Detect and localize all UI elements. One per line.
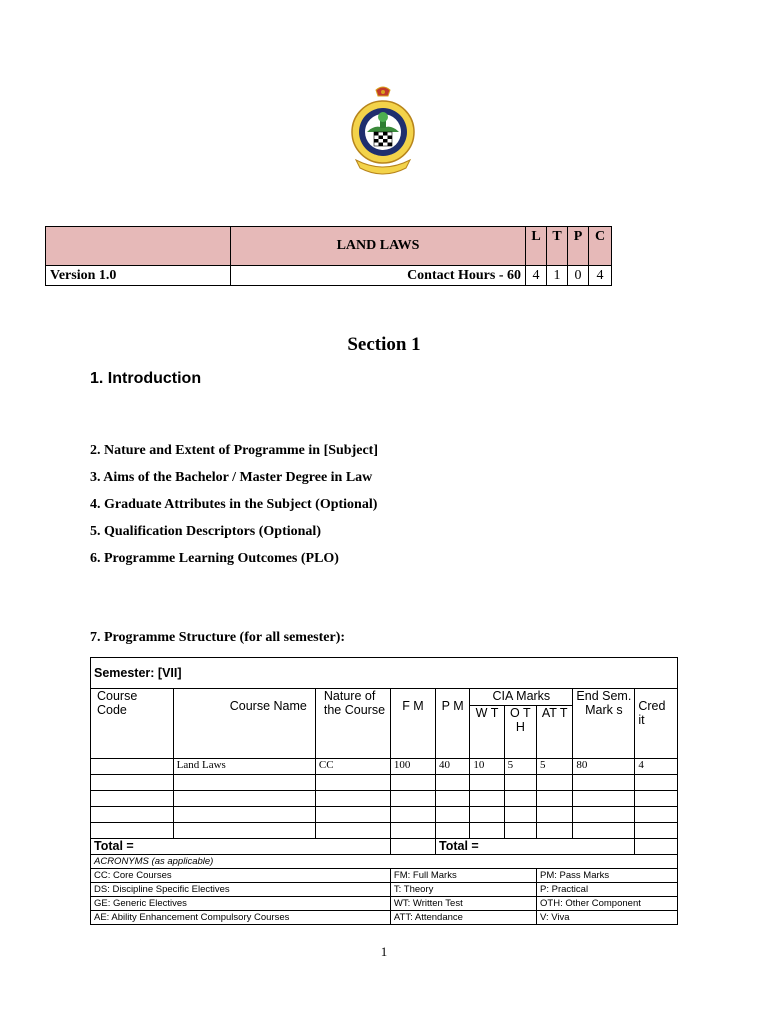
total-left: Total = xyxy=(91,839,391,855)
acronym-cell: AE: Ability Enhancement Compulsory Courses xyxy=(91,911,391,925)
acronyms-title: ACRONYMS (as applicable) xyxy=(91,855,678,869)
acronym-cell: DS: Discipline Specific Electives xyxy=(91,883,391,897)
acronym-cell: FM: Full Marks xyxy=(390,869,536,883)
cell-end: 80 xyxy=(573,759,635,775)
col-pm: P M xyxy=(436,689,470,759)
ltpc-value-l: 4 xyxy=(526,266,547,286)
total-credit-cell xyxy=(635,839,678,855)
programme-structure-table xyxy=(90,657,678,925)
course-header-table xyxy=(45,226,612,286)
table-row xyxy=(91,791,678,807)
course-title: LAND LAWS xyxy=(231,227,526,266)
col-end-sem: End Sem. Mark s xyxy=(573,689,635,759)
acronym-cell: P: Practical xyxy=(537,883,678,897)
col-oth: O T H xyxy=(504,706,536,759)
cell-att: 5 xyxy=(537,759,573,775)
table-row xyxy=(91,759,678,775)
cell-oth: 5 xyxy=(504,759,536,775)
ltpc-label-p: P xyxy=(568,227,589,266)
col-att: AT T xyxy=(537,706,573,759)
acronym-cell: V: Viva xyxy=(537,911,678,925)
list-item: 6. Programme Learning Outcomes (PLO) xyxy=(90,551,339,566)
total-fm-cell xyxy=(390,839,435,855)
ltpc-value-c: 4 xyxy=(589,266,612,286)
acronym-cell: GE: Generic Electives xyxy=(91,897,391,911)
col-fm: F M xyxy=(390,689,435,759)
col-cia-marks: CIA Marks xyxy=(470,689,573,706)
cell-wt: 10 xyxy=(470,759,504,775)
cell-credit: 4 xyxy=(635,759,678,775)
acronym-cell: T: Theory xyxy=(390,883,536,897)
col-nature: Nature of the Course xyxy=(315,689,390,759)
cell-fm: 100 xyxy=(390,759,435,775)
list-item: 5. Qualification Descriptors (Optional) xyxy=(90,524,321,539)
university-emblem xyxy=(350,84,416,180)
acronym-cell: CC: Core Courses xyxy=(91,869,391,883)
col-credit: Cred it xyxy=(635,689,678,759)
semester-label: Semester: [VII] xyxy=(91,658,678,689)
section-title: Section 1 xyxy=(347,334,421,355)
page-number: 1 xyxy=(380,944,388,959)
table-row xyxy=(91,823,678,839)
acronym-cell: PM: Pass Marks xyxy=(537,869,678,883)
version-label: Version 1.0 xyxy=(46,266,231,286)
structure-heading: 7. Programme Structure (for all semester): xyxy=(90,630,346,645)
ltpc-label-t: T xyxy=(547,227,568,266)
col-course-code: Course Code xyxy=(91,689,174,759)
col-course-name: Course Name xyxy=(173,689,315,759)
list-item: 4. Graduate Attributes in the Subject (Optional) xyxy=(90,497,378,512)
ltpc-value-p: 0 xyxy=(568,266,589,286)
total-right: Total = xyxy=(436,839,635,855)
acronym-cell: WT: Written Test xyxy=(390,897,536,911)
contact-hours: Contact Hours - 60 xyxy=(231,266,526,286)
ltpc-label-l: L xyxy=(526,227,547,266)
list-item: 2. Nature and Extent of Programme in [Subject] xyxy=(90,443,379,458)
list-item: 3. Aims of the Bachelor / Master Degree in Law xyxy=(90,470,373,485)
intro-heading: 1. Introduction xyxy=(90,370,202,387)
acronym-cell: ATT: Attendance xyxy=(390,911,536,925)
ltpc-value-t: 1 xyxy=(547,266,568,286)
table-row xyxy=(91,775,678,791)
cell-name: Land Laws xyxy=(173,759,315,775)
cell-nature: CC xyxy=(315,759,390,775)
table-row xyxy=(91,807,678,823)
col-wt: W T xyxy=(470,706,504,759)
acronym-cell: OTH: Other Component xyxy=(537,897,678,911)
header-blank-cell xyxy=(46,227,231,266)
cell-pm: 40 xyxy=(436,759,470,775)
cell-code xyxy=(91,759,174,775)
ltpc-label-c: C xyxy=(589,227,612,266)
